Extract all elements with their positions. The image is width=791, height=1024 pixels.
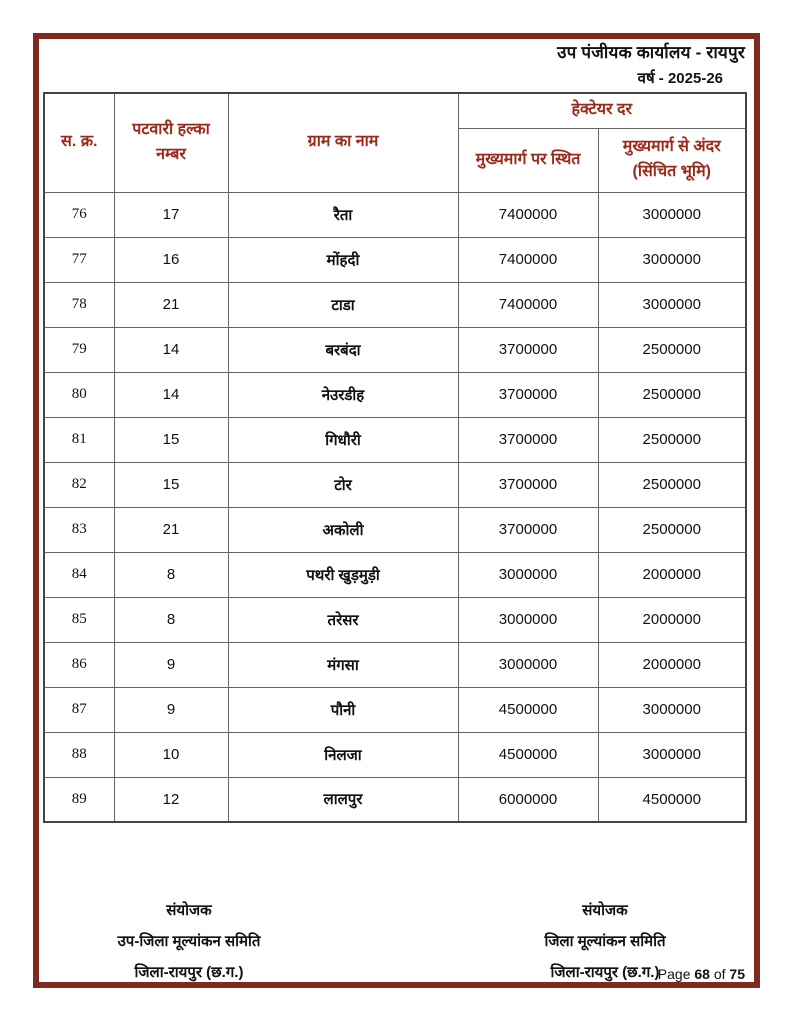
header-hectare-rate: हेक्टेयर दर <box>458 93 746 128</box>
rate-main-road-cell: 3000000 <box>458 642 598 687</box>
header-rate-inner: मुख्यमार्ग से अंदर (सिंचित भूमि) <box>598 128 746 192</box>
village-name-cell: टोर <box>228 462 458 507</box>
rate-inner-cell: 2000000 <box>598 642 746 687</box>
halka-number-cell: 16 <box>114 237 228 282</box>
rate-inner-cell: 3000000 <box>598 282 746 327</box>
rate-main-road-cell: 3000000 <box>458 597 598 642</box>
rate-main-road-cell: 4500000 <box>458 687 598 732</box>
serial-number-cell: 76 <box>44 192 114 237</box>
left-district-line: जिला-रायपुर (छ.ग.) <box>134 964 244 981</box>
village-name-cell: अकोली <box>228 507 458 552</box>
village-name-cell: मंगसा <box>228 642 458 687</box>
serial-number-cell: 87 <box>44 687 114 732</box>
table-row <box>44 597 746 642</box>
document-header <box>557 40 745 88</box>
left-convener-title: संयोजक <box>166 902 212 919</box>
table-row <box>44 777 746 822</box>
table-row <box>44 462 746 507</box>
page-number-of: of <box>713 966 726 982</box>
table-row <box>44 327 746 372</box>
serial-number-cell: 79 <box>44 327 114 372</box>
serial-number-cell: 85 <box>44 597 114 642</box>
serial-number-cell: 82 <box>44 462 114 507</box>
rate-main-road-cell: 7400000 <box>458 192 598 237</box>
table-row <box>44 552 746 597</box>
rate-inner-cell: 2500000 <box>598 507 746 552</box>
village-name-cell: पौनी <box>228 687 458 732</box>
rate-main-road-cell: 7400000 <box>458 237 598 282</box>
village-name-cell: गिधौरी <box>228 417 458 462</box>
table-row <box>44 732 746 777</box>
rate-main-road-cell: 3700000 <box>458 327 598 372</box>
table-row <box>44 687 746 732</box>
rate-inner-cell: 3000000 <box>598 192 746 237</box>
header-serial: स. क्र. <box>44 93 114 192</box>
left-committee-name: उप-जिला मूल्यांकन समिति <box>117 933 261 950</box>
halka-number-cell: 21 <box>114 507 228 552</box>
halka-number-cell: 8 <box>114 597 228 642</box>
serial-number-cell: 88 <box>44 732 114 777</box>
rate-main-road-cell: 3700000 <box>458 507 598 552</box>
village-name-cell: तरेसर <box>228 597 458 642</box>
table-row <box>44 237 746 282</box>
rate-inner-cell: 4500000 <box>598 777 746 822</box>
rate-main-road-cell: 4500000 <box>458 732 598 777</box>
village-name-cell: बरबंदा <box>228 327 458 372</box>
halka-number-cell: 21 <box>114 282 228 327</box>
table-row <box>44 417 746 462</box>
year-line: वर्ष - 2025-26 <box>637 70 723 87</box>
right-district-line: जिला-रायपुर (छ.ग.) <box>550 964 660 981</box>
signature-footer <box>39 895 755 988</box>
rates-table <box>43 92 747 823</box>
halka-number-cell: 10 <box>114 732 228 777</box>
rate-main-road-cell: 3700000 <box>458 417 598 462</box>
header-rate-main-road: मुख्यमार्ग पर स्थित <box>458 128 598 192</box>
right-convener-title: संयोजक <box>582 902 628 919</box>
village-name-cell: टाडा <box>228 282 458 327</box>
rate-inner-cell: 2000000 <box>598 552 746 597</box>
rate-main-road-cell: 6000000 <box>458 777 598 822</box>
rate-main-road-cell: 3700000 <box>458 462 598 507</box>
rate-inner-cell: 2500000 <box>598 372 746 417</box>
halka-number-cell: 9 <box>114 642 228 687</box>
rate-inner-cell: 3000000 <box>598 732 746 777</box>
table-row <box>44 642 746 687</box>
signature-block-left <box>39 895 339 988</box>
rate-inner-cell: 3000000 <box>598 687 746 732</box>
halka-number-cell: 14 <box>114 327 228 372</box>
halka-number-cell: 9 <box>114 687 228 732</box>
header-village-name: ग्राम का नाम <box>228 93 458 192</box>
rate-inner-cell: 2500000 <box>598 462 746 507</box>
rate-inner-cell: 3000000 <box>598 237 746 282</box>
halka-number-cell: 17 <box>114 192 228 237</box>
table-row <box>44 282 746 327</box>
halka-number-cell: 12 <box>114 777 228 822</box>
page-number-total: 75 <box>729 966 745 982</box>
office-title: उप पंजीयक कार्यालय - रायपुर <box>557 43 745 62</box>
page-number-current: 68 <box>694 966 710 982</box>
halka-number-cell: 14 <box>114 372 228 417</box>
serial-number-cell: 81 <box>44 417 114 462</box>
village-name-cell: रैता <box>228 192 458 237</box>
table-row <box>44 507 746 552</box>
rate-inner-cell: 2000000 <box>598 597 746 642</box>
table-row <box>44 192 746 237</box>
rate-inner-cell: 2500000 <box>598 417 746 462</box>
village-name-cell: लालपुर <box>228 777 458 822</box>
village-name-cell: पथरी खुड़मुड़ी <box>228 552 458 597</box>
page-number-prefix: Page <box>657 966 691 982</box>
village-name-cell: निलजा <box>228 732 458 777</box>
table-row <box>44 372 746 417</box>
table-header <box>44 93 746 192</box>
serial-number-cell: 86 <box>44 642 114 687</box>
serial-number-cell: 78 <box>44 282 114 327</box>
serial-number-cell: 83 <box>44 507 114 552</box>
serial-number-cell: 80 <box>44 372 114 417</box>
header-halka-number: पटवारी हल्का नम्बर <box>114 93 228 192</box>
serial-number-cell: 77 <box>44 237 114 282</box>
table-body <box>44 192 746 822</box>
page-number <box>658 966 745 982</box>
rate-main-road-cell: 7400000 <box>458 282 598 327</box>
rate-main-road-cell: 3000000 <box>458 552 598 597</box>
halka-number-cell: 15 <box>114 462 228 507</box>
right-committee-name: जिला मूल्यांकन समिति <box>544 933 666 950</box>
halka-number-cell: 8 <box>114 552 228 597</box>
serial-number-cell: 84 <box>44 552 114 597</box>
village-name-cell: मोंहदी <box>228 237 458 282</box>
halka-number-cell: 15 <box>114 417 228 462</box>
rate-inner-cell: 2500000 <box>598 327 746 372</box>
village-name-cell: नेउरडीह <box>228 372 458 417</box>
rate-main-road-cell: 3700000 <box>458 372 598 417</box>
serial-number-cell: 89 <box>44 777 114 822</box>
